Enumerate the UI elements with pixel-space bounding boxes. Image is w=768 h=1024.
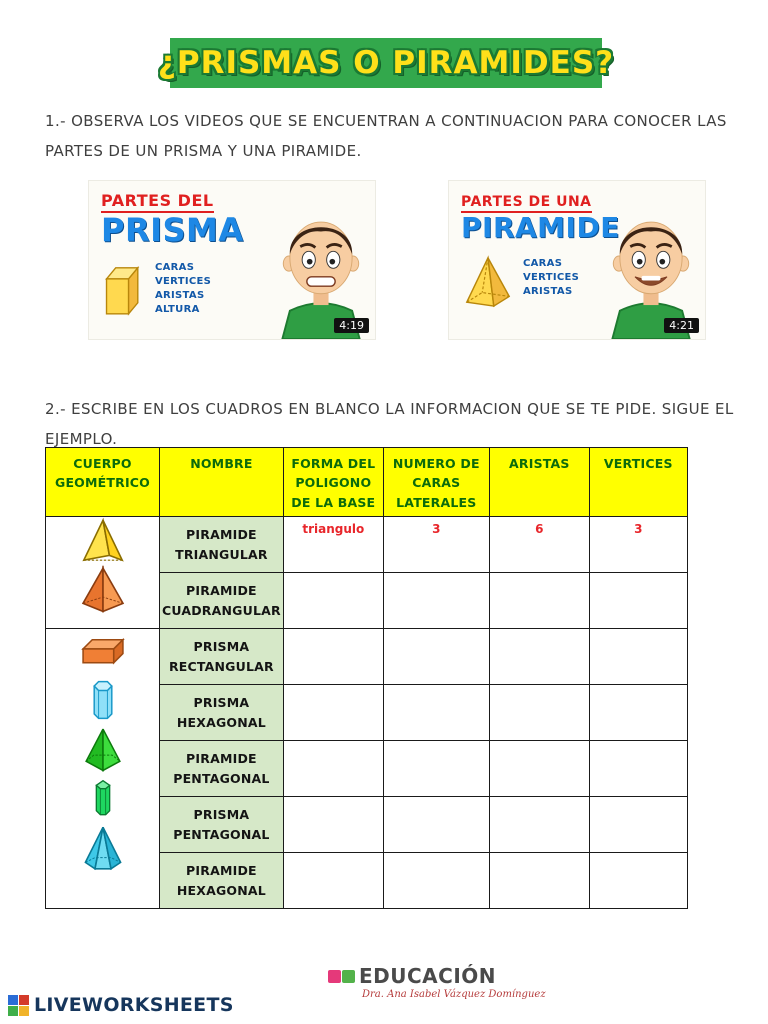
- name-cell: PIRAMIDE HEXAGONAL: [160, 853, 284, 909]
- answer-vertices[interactable]: [589, 685, 687, 741]
- video-thumbnail-prisma[interactable]: [88, 180, 376, 340]
- video-prisma-title-line2: PRISMA: [101, 211, 244, 249]
- answer-base[interactable]: [283, 797, 383, 853]
- answer-base[interactable]: triangulo: [283, 517, 383, 573]
- label-vertices: VERTICES: [523, 271, 580, 283]
- liveworksheets-logo-icon: [8, 995, 29, 1016]
- answer-aristas[interactable]: [489, 629, 589, 685]
- name-cell: PIRAMIDE TRIANGULAR: [160, 517, 284, 573]
- pyramid-yellow-icon: [461, 252, 515, 310]
- answer-caras[interactable]: [383, 853, 489, 909]
- label-aristas: ARISTAS: [523, 285, 573, 297]
- video-prisma-labels: [155, 256, 211, 315]
- label-caras: CARAS: [523, 257, 563, 269]
- name-cell: PRISMA PENTAGONAL: [160, 797, 284, 853]
- answer-aristas[interactable]: [489, 685, 589, 741]
- video-piramide-title-line2: PIRAMIDE: [461, 211, 620, 244]
- answer-vertices[interactable]: [589, 573, 687, 629]
- answer-vertices[interactable]: [589, 629, 687, 685]
- answer-aristas[interactable]: 6: [489, 517, 589, 573]
- col-header-forma-base: FORMA DEL POLIGONO DE LA BASE: [283, 448, 383, 517]
- answer-vertices[interactable]: [589, 797, 687, 853]
- shape-cell-pyramids: [46, 517, 160, 629]
- answer-aristas[interactable]: [489, 573, 589, 629]
- col-header-vertices: VERTICES: [589, 448, 687, 517]
- video-piramide-content: [461, 191, 620, 310]
- col-header-caras-laterales: NUMERO DE CARAS LATERALES: [383, 448, 489, 517]
- label-caras: CARAS: [155, 262, 195, 274]
- educacion-author: Dra. Ana Isabel Vázquez Domínguez: [362, 989, 546, 1000]
- worksheet-table: [45, 447, 688, 909]
- pyramid-pentagonal-green-icon: [80, 725, 126, 773]
- liveworksheets-brand[interactable]: [8, 994, 234, 1016]
- instruction-1: 1.- OBSERVA LOS VIDEOS QUE SE ENCUENTRAN A CONTINUACION PARA CONOCER LAS PARTES DE UN PRISMA Y UNA PIRAMIDE.: [45, 112, 727, 160]
- video-piramide-labels: [523, 252, 579, 297]
- educacion-wordmark: EDUCACIÓN: [359, 964, 497, 988]
- answer-base[interactable]: [283, 853, 383, 909]
- table-row: [46, 517, 688, 573]
- video-piramide-title-line1: PARTES DE UNA: [461, 194, 592, 213]
- answer-base[interactable]: [283, 629, 383, 685]
- name-cell: PIRAMIDE CUADRANGULAR: [160, 573, 284, 629]
- answer-caras[interactable]: 3: [383, 517, 489, 573]
- page-title: ¿PRISMAS O PIRAMIDES?: [157, 45, 615, 81]
- name-cell: PRISMA RECTANGULAR: [160, 629, 284, 685]
- answer-base[interactable]: [283, 573, 383, 629]
- name-cell: PIRAMIDE PENTAGONAL: [160, 741, 284, 797]
- prism-rectangular-orange-icon: [77, 629, 129, 675]
- answer-caras[interactable]: [383, 629, 489, 685]
- prism-hexagonal-cyan-icon: [81, 675, 125, 725]
- answer-aristas[interactable]: [489, 853, 589, 909]
- answer-vertices[interactable]: [589, 853, 687, 909]
- answer-vertices[interactable]: 3: [589, 517, 687, 573]
- label-altura: ALTURA: [155, 304, 200, 316]
- name-cell: PRISMA HEXAGONAL: [160, 685, 284, 741]
- prism-pentagonal-green-icon: [83, 773, 123, 823]
- answer-caras[interactable]: [383, 685, 489, 741]
- answer-base[interactable]: [283, 741, 383, 797]
- label-vertices: VERTICES: [155, 276, 212, 288]
- col-header-cuerpo-geometrico: CUERPO GEOMÉTRICO: [46, 448, 160, 517]
- pyramid-cuadrangular-orange-icon: [79, 565, 127, 613]
- answer-caras[interactable]: [383, 797, 489, 853]
- title-banner: [157, 38, 615, 88]
- answer-base[interactable]: [283, 685, 383, 741]
- prism-yellow-icon: [101, 256, 147, 322]
- instruction-2: 2.- ESCRIBE EN LOS CUADROS EN BLANCO LA INFORMACION QUE SE TE PIDE. SIGUE EL EJEMPLO.: [45, 400, 734, 448]
- table-header-row: [46, 448, 688, 517]
- answer-caras[interactable]: [383, 741, 489, 797]
- pyramid-hexagonal-cyan-icon: [79, 823, 127, 873]
- label-aristas: ARISTAS: [155, 290, 205, 302]
- pyramid-triangular-yellow-icon: [79, 517, 127, 565]
- video-thumbnail-piramide[interactable]: [448, 180, 706, 340]
- liveworksheets-wordmark: LIVEWORKSHEETS: [34, 994, 234, 1016]
- video-duration-badge: 4:19: [334, 318, 369, 333]
- answer-caras[interactable]: [383, 573, 489, 629]
- table-row: [46, 629, 688, 685]
- video-prisma-title-line1: PARTES DEL: [101, 191, 214, 213]
- answer-aristas[interactable]: [489, 741, 589, 797]
- shape-cell-solids: [46, 629, 160, 909]
- answer-vertices[interactable]: [589, 741, 687, 797]
- col-header-aristas: ARISTAS: [489, 448, 589, 517]
- col-header-nombre: NOMBRE: [160, 448, 284, 517]
- educacion-logo-icon: [328, 970, 355, 983]
- answer-aristas[interactable]: [489, 797, 589, 853]
- educacion-brand: [328, 964, 546, 1000]
- video-prisma-content: [101, 191, 244, 322]
- video-duration-badge: 4:21: [664, 318, 699, 333]
